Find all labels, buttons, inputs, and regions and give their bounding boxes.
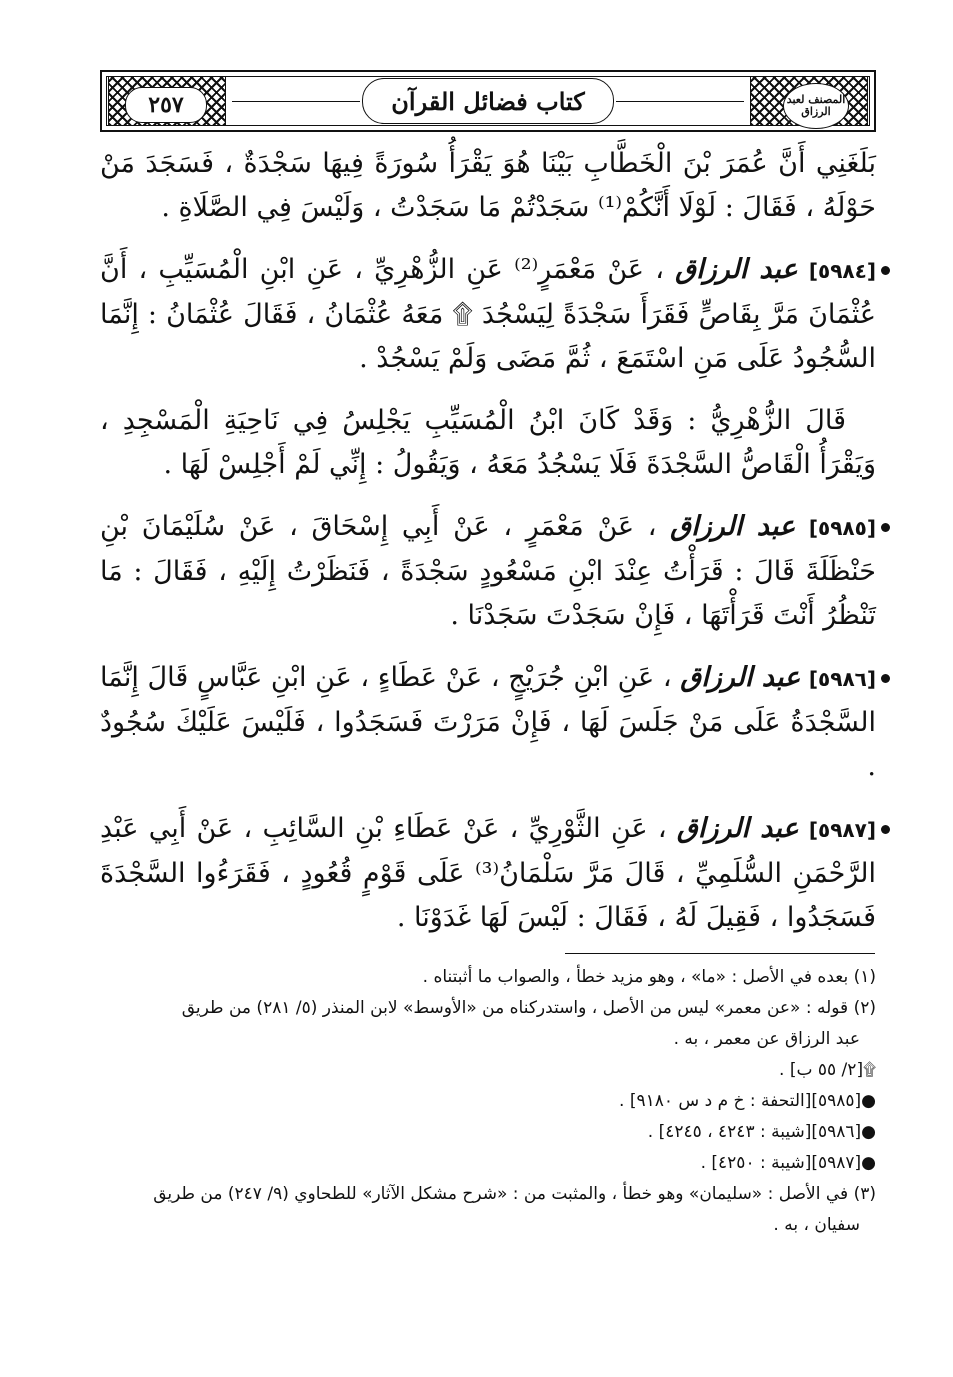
narrator-name: عبد الرزاق [670,511,796,542]
hadith-text: ، عَنِ ابْنِ جُرَيْجٍ ، عَنْ عَطَاءٍ ، عَنِ ابْنِ عَبَّاسٍ قَالَ إِنَّمَا السَّجْدَةُ عَلَى مَنْ جَلَسَ لَهَا ، فَإِنْ مَرَرْتَ فَسَجَدُوا ، فَلَيْسَ عَلَيْكَ سُجُودٌ . [100,662,876,782]
hadith-number: [٥٩٨٤] [808,259,876,283]
footnotes [100,962,876,1241]
hadith-text: ، عَنْ مَعْمَرٍ ، عَنْ أَبِي إِسْحَاقَ ، عَنْ سُلَيْمَانَ بْنِ حَنْظَلَةَ قَالَ : قَرَأْتُ عِنْدَ ابْنِ مَسْعُودٍ سَجْدَةً ، فَنَظَرْتُ إِلَيْهِ ، فَقَالَ : مَا تَنْظُرُ أَنْتَ قَرَأْتَهَا ، فَإِنْ سَجَدْتَ سَجَدْنَا . [100,511,876,631]
narrator-name: عبد الرزاق [680,662,801,693]
hadith-bullet [881,674,890,683]
hadith-5985 [100,505,876,638]
header-line-left [232,101,360,102]
header-ornament-right [750,76,868,126]
main-text [100,142,876,958]
footnote-separator [565,953,875,954]
header-title-band [232,76,744,126]
hadith-text: ، عَنْ مَعْمَرٍ⁽²⁾ عَنِ الزُّهْرِيِّ ، عَنِ ابْنِ الْمُسَيِّبِ ، أَنَّ عُثْمَانَ مَرَّ بِقَاصٍّ فَقَرَأَ سَجْدَةً لِيَسْجُدَ ۩ مَعَهُ عُثْمَانُ ، فَقَالَ عُثْمَانُ : إِنَّمَا السُّجُودُ عَلَى مَنِ اسْتَمَعَ ، ثُمَّ مَضَى وَلَمْ يَسْجُدْ . [100,254,876,374]
running-title: كتاب فضائل القرآن [362,78,614,124]
header-line-right [616,101,744,102]
footnote-3: (٣) في الأصل : «سليمان» وهو خطأ ، والمثبت من : «شرح مشكل الآثار» للطحاوي (٩/ ٢٤٧) من طريق [153,1184,876,1204]
hadith-bullet [881,523,890,532]
narrator-name: عبد الرزاق [675,254,798,285]
footnote-2-continuation: عبد الرزاق عن معمر ، به . [673,1029,860,1049]
book-logo-seal: المصنف لعبد الرزاق [783,83,849,129]
folio-marker: ۩[٢/ ٥٥ ب] . [779,1060,876,1080]
hadith-number: [٥٩٨٧] [808,818,876,842]
hadith-text: ، عَنِ الثَّوْرِيِّ ، عَنْ عَطَاءِ بْنِ السَّائِبِ ، عَنْ أَبِي عَبْدِ الرَّحْمَنِ السُّلَمِيِّ ، قَالَ مَرَّ سَلْمَانُ⁽³⁾ عَلَى قَوْمٍ قُعُودٍ ، فَقَرَءُوا السَّجْدَةَ فَسَجَدُوا ، فَقِيلَ لَهُ ، فَقَالَ : لَيْسَ لَهَا غَدَوْنَا . [100,813,876,933]
hadith-5987 [100,807,876,940]
zuhri-comment: قَالَ الزُّهْرِيُّ : وَقَدْ كَانَ ابْنُ الْمُسَيِّبِ يَجْلِسُ فِي نَاحِيَةِ الْمَسْجِدِ ، وَيَقْرَأُ الْقَاصُّ السَّجْدَةَ فَلَا يَسْجُدُ مَعَهُ ، وَيَقُولُ : إِنِّي لَمْ أَجْلِسْ لَهَا . [100,405,876,480]
footnote-3-continuation: سفيان ، به . [773,1215,860,1235]
takhrij-5987: ●[٥٩٨٧][شيبة : ٤٢٥٠] . [700,1153,876,1173]
header-ornament-left [108,76,226,126]
paragraph-continuation: بَلَغَنِي أَنَّ عُمَرَ بْنَ الْخَطَّابِ بَيْنَا هُوَ يَقْرَأُ سُورَةً فِيهَا سَجْدَةٌ ، فَسَجَدَ مَنْ حَوْلَهُ ، فَقَالَ : لَوْلَا أَنَّكُمْ⁽¹⁾ سَجَدْتُمْ مَا سَجَدْتُ ، وَلَيْسَ فِي الصَّلَاةِ . [100,148,876,223]
page-header [100,70,876,132]
hadith-number: [٥٩٨٦] [808,667,876,691]
hadith-bullet [881,825,890,834]
hadith-5986 [100,656,876,789]
hadith-number: [٥٩٨٥] [808,516,876,540]
narrator-name: عبد الرزاق [676,813,799,844]
footnote-2: (٢) قوله : «عن معمر» ليس من الأصل ، واستدركناه من «الأوسط» لابن المنذر (٥/ ٢٨١) من طريق [181,998,876,1018]
hadith-bullet [881,266,890,275]
page-number: ٢٥٧ [125,87,207,123]
hadith-5984 [100,248,876,381]
footnote-1: (١) بعده في الأصل : «ما» ، وهو مزيد خطأ ، والصواب ما أثبتناه . [422,967,876,987]
takhrij-5985: ●[٥٩٨٥][التحفة : خ م د س ٩١٨٠] . [619,1091,876,1111]
takhrij-5986: ●[٥٩٨٦][شيبة : ٤٢٤٣ ، ٤٢٤٥] . [647,1122,876,1142]
